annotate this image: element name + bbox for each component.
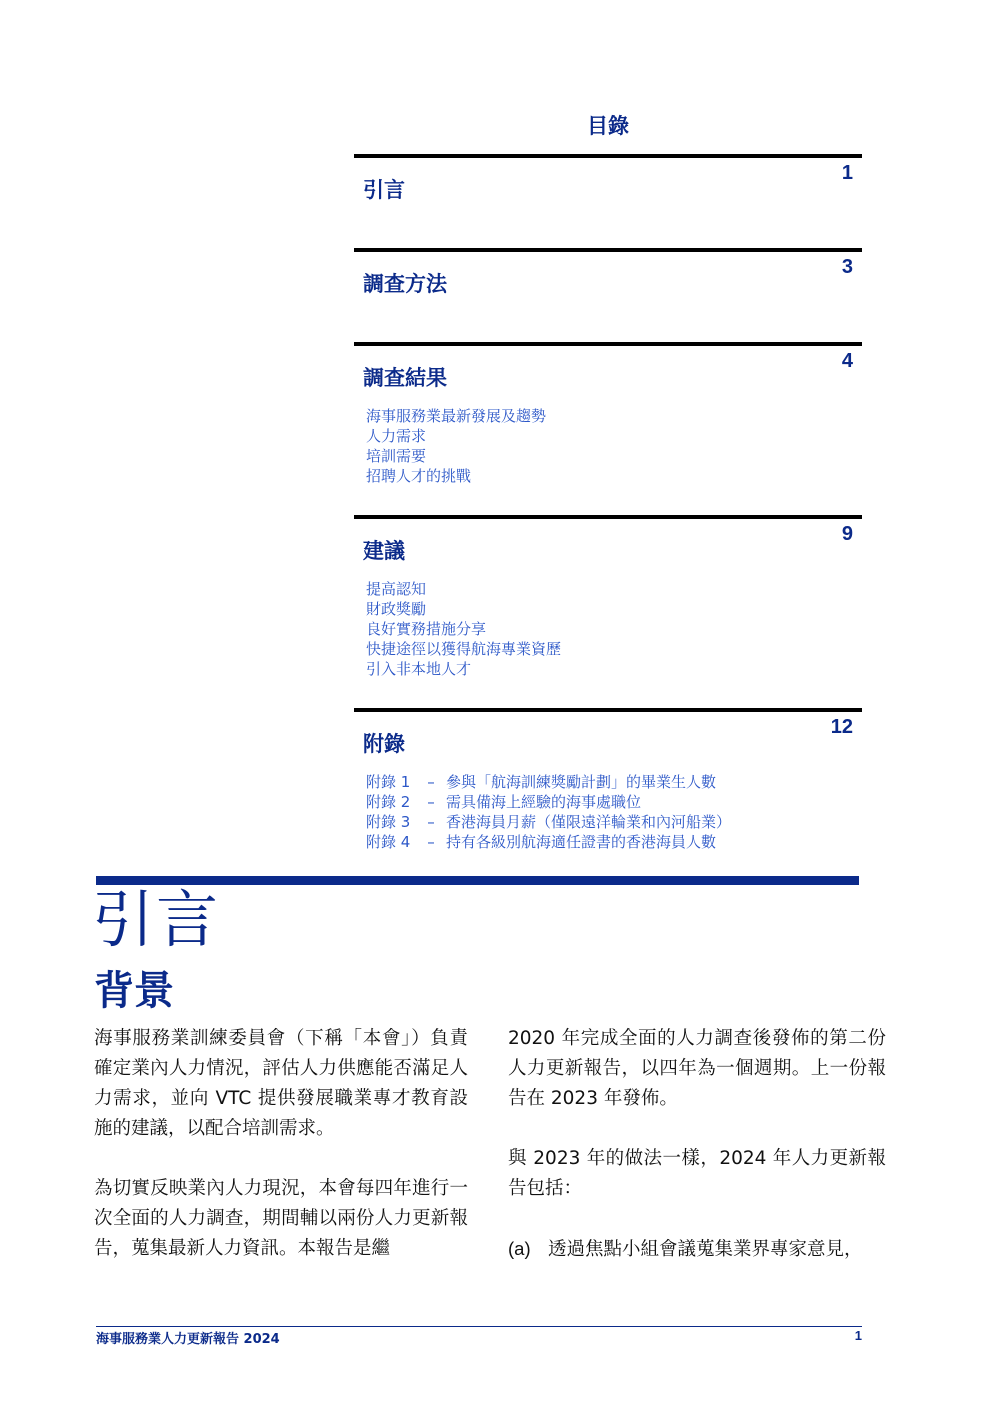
toc-divider: [354, 248, 862, 252]
appendix-title: 需具備海上經驗的海事處職位: [446, 793, 642, 811]
toc-subitem[interactable]: 海事服務業最新發展及趨勢: [366, 407, 547, 425]
list-item-label: (a): [508, 1238, 531, 1259]
toc-subitem[interactable]: 招聘人才的挑戰: [366, 467, 472, 485]
toc-title: 目錄: [587, 114, 629, 138]
toc-divider: [354, 154, 862, 158]
toc-heading[interactable]: 調查結果: [363, 366, 447, 390]
appendix-title: 香港海員月薪（僅限遠洋輪業和內河船業）: [446, 813, 732, 831]
appendix-title: 持有各級別航海適任證書的香港海員人數: [446, 833, 717, 851]
appendix-number: 附錄 1: [366, 773, 411, 791]
toc-section-recommendations[interactable]: [354, 515, 862, 705]
toc-section-appendices[interactable]: [354, 708, 862, 858]
body-column-left: [94, 1024, 468, 1294]
appendix-number: 附錄 4: [366, 833, 411, 851]
toc-section-methodology[interactable]: [354, 248, 862, 338]
body-paragraph: 與 2023 年的做法一樣，2024 年人力更新報告包括：: [508, 1148, 886, 1199]
appendix-dash: –: [427, 793, 435, 811]
body-paragraph: 海事服務業訓練委員會（下稱「本會」）負責確定業內人力情況，評估人力供應能否滿足人力需求，並向 VTC 提供發展職業專才教育設施的建議，以配合培訓需求。: [94, 1028, 468, 1139]
toc-divider: [354, 342, 862, 346]
body-paragraph: 2020 年完成全面的人力調查後發佈的第二份人力更新報告，以四年為一個週期。上一份報告在 2023 年發佈。: [508, 1028, 886, 1109]
toc-subitem[interactable]: 快捷途徑以獲得航海專業資歷: [366, 640, 562, 658]
toc-heading[interactable]: 附錄: [363, 732, 405, 756]
list-item: [508, 1234, 886, 1265]
footer-report-title: 海事服務業人力更新報告 2024: [96, 1332, 280, 1347]
toc-page-number: 3: [841, 256, 853, 278]
toc-appendix-item[interactable]: [366, 832, 731, 852]
toc-appendix-list: [366, 772, 731, 852]
appendix-dash: –: [427, 833, 435, 851]
appendix-number: 附錄 3: [366, 813, 411, 831]
toc-subitem[interactable]: 人力需求: [366, 427, 427, 445]
appendix-dash: –: [427, 813, 435, 831]
toc-subitem[interactable]: 培訓需要: [366, 447, 427, 465]
toc-page-number: 12: [830, 716, 853, 738]
body-column-right: [508, 1024, 886, 1295]
footer-page-number: 1: [854, 1328, 862, 1343]
appendix-number: 附錄 2: [366, 793, 411, 811]
toc-divider: [354, 708, 862, 712]
toc-subitems: [366, 579, 561, 679]
section-heading: 背景: [94, 968, 174, 1014]
toc-subitem[interactable]: 財政獎勵: [366, 600, 427, 618]
toc-page-number: 1: [841, 162, 853, 184]
appendix-title: 參與「航海訓練獎勵計劃」的畢業生人數: [446, 773, 717, 791]
toc-subitems: [366, 406, 546, 486]
toc-section-introduction[interactable]: [354, 154, 862, 244]
toc-appendix-item[interactable]: [366, 812, 731, 832]
chapter-title: 引言: [92, 883, 221, 956]
list-item-text: 透過焦點小組會議蒐集業界專家意見，: [548, 1239, 863, 1260]
toc-heading[interactable]: 建議: [363, 539, 405, 563]
toc-appendix-item[interactable]: [366, 772, 731, 792]
footer-divider: [96, 1326, 862, 1327]
toc-heading[interactable]: 引言: [363, 178, 405, 202]
body-paragraph: 為切實反映業內人力現況，本會每四年進行一次全面的人力調查，期間輔以兩份人力更新報告，蒐集最新人力資訊。本報告是繼: [94, 1178, 468, 1259]
toc-subitem[interactable]: 引入非本地人才: [366, 660, 472, 678]
toc-appendix-item[interactable]: [366, 792, 731, 812]
toc-subitem[interactable]: 提高認知: [366, 580, 427, 598]
toc-page-number: 9: [841, 523, 853, 545]
appendix-dash: –: [427, 773, 435, 791]
toc-page-number: 4: [841, 350, 853, 372]
toc-subitem[interactable]: 良好實務措施分享: [366, 620, 487, 638]
toc-section-findings[interactable]: [354, 342, 862, 512]
toc-divider: [354, 515, 862, 519]
toc-heading[interactable]: 調查方法: [363, 272, 447, 296]
